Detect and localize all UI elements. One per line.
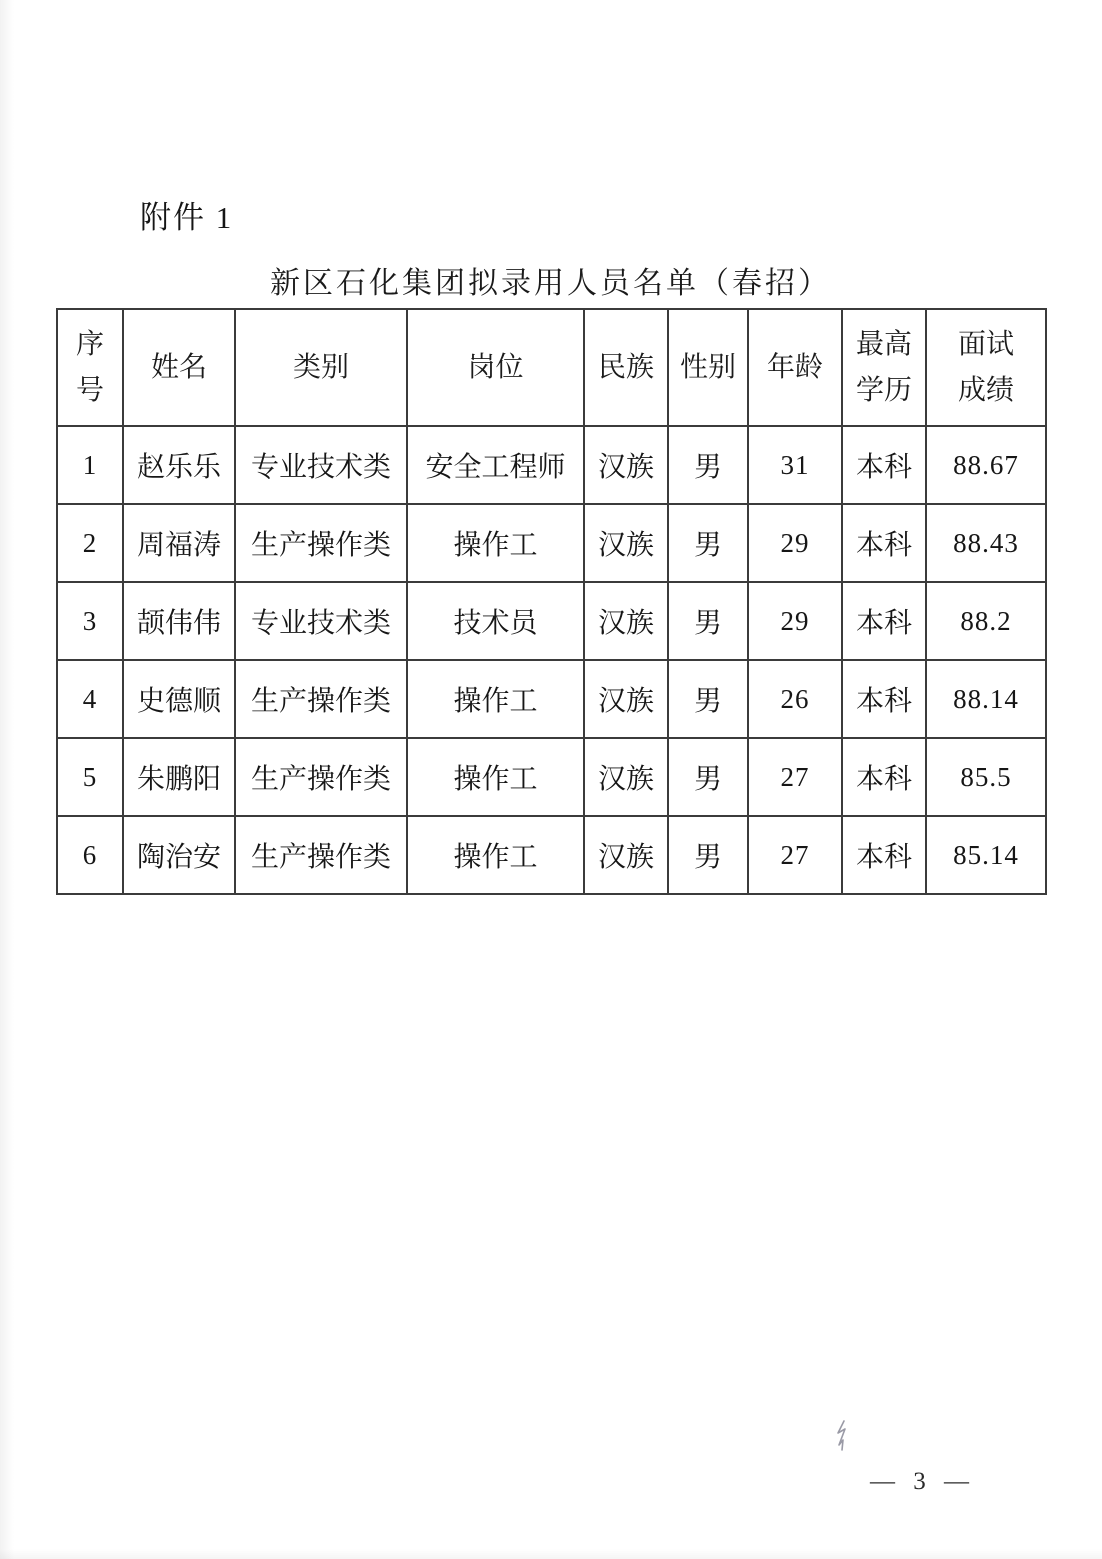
cell-no: 2: [57, 504, 123, 582]
header-score-line1: 面试: [957, 328, 1014, 360]
cell-ethnicity: 汉族: [584, 504, 668, 582]
cell-score: 85.5: [926, 738, 1046, 816]
personnel-table: [56, 308, 1047, 895]
header-age: 年龄: [748, 309, 842, 426]
cell-position: 操作工: [407, 504, 584, 582]
cell-education: 本科: [842, 504, 926, 582]
cell-ethnicity: 汉族: [584, 738, 668, 816]
cell-category: 专业技术类: [235, 582, 407, 660]
header-position: 岗位: [407, 309, 584, 426]
cell-gender: 男: [668, 816, 748, 894]
header-name: 姓名: [123, 309, 235, 426]
cell-age: 29: [748, 582, 842, 660]
cell-category: 生产操作类: [235, 816, 407, 894]
cell-age: 27: [748, 816, 842, 894]
cell-age: 29: [748, 504, 842, 582]
cell-category: 生产操作类: [235, 504, 407, 582]
cell-no: 1: [57, 426, 123, 504]
header-ethnicity: 民族: [584, 309, 668, 426]
pen-mark-artifact: [830, 1418, 856, 1458]
table-row: [57, 816, 1046, 894]
cell-education: 本科: [842, 582, 926, 660]
cell-category: 生产操作类: [235, 660, 407, 738]
table-header-row: [57, 309, 1046, 426]
cell-no: 6: [57, 816, 123, 894]
header-no-line2: 号: [75, 374, 104, 406]
cell-name: 史德顺: [123, 660, 235, 738]
cell-age: 27: [748, 738, 842, 816]
table-row: [57, 660, 1046, 738]
cell-gender: 男: [668, 582, 748, 660]
cell-ethnicity: 汉族: [584, 816, 668, 894]
table-row: [57, 738, 1046, 816]
table-row: [57, 504, 1046, 582]
header-education-line1: 最高: [855, 328, 912, 360]
cell-position: 操作工: [407, 816, 584, 894]
cell-education: 本科: [842, 426, 926, 504]
cell-gender: 男: [668, 660, 748, 738]
table-row: [57, 582, 1046, 660]
cell-score: 88.67: [926, 426, 1046, 504]
cell-category: 专业技术类: [235, 426, 407, 504]
cell-no: 5: [57, 738, 123, 816]
header-score: [926, 309, 1046, 426]
cell-ethnicity: 汉族: [584, 582, 668, 660]
cell-gender: 男: [668, 504, 748, 582]
cell-education: 本科: [842, 738, 926, 816]
header-gender: 性别: [668, 309, 748, 426]
cell-age: 31: [748, 426, 842, 504]
cell-name: 赵乐乐: [123, 426, 235, 504]
cell-gender: 男: [668, 426, 748, 504]
cell-no: 3: [57, 582, 123, 660]
header-category: 类别: [235, 309, 407, 426]
cell-position: 操作工: [407, 738, 584, 816]
header-education: [842, 309, 926, 426]
cell-score: 85.14: [926, 816, 1046, 894]
table-row: [57, 426, 1046, 504]
cell-category: 生产操作类: [235, 738, 407, 816]
header-no: [57, 309, 123, 426]
header-score-line2: 成绩: [957, 374, 1014, 406]
cell-education: 本科: [842, 660, 926, 738]
cell-name: 陶治安: [123, 816, 235, 894]
cell-name: 周福涛: [123, 504, 235, 582]
cell-age: 26: [748, 660, 842, 738]
cell-position: 操作工: [407, 660, 584, 738]
cell-education: 本科: [842, 816, 926, 894]
cell-position: 技术员: [407, 582, 584, 660]
header-education-line2: 学历: [855, 374, 912, 406]
cell-score: 88.2: [926, 582, 1046, 660]
cell-position: 安全工程师: [407, 426, 584, 504]
cell-gender: 男: [668, 738, 748, 816]
cell-name: 朱鹏阳: [123, 738, 235, 816]
cell-name: 颉伟伟: [123, 582, 235, 660]
header-no-line1: 序: [75, 328, 104, 360]
cell-score: 88.14: [926, 660, 1046, 738]
attachment-label: 附件 1: [140, 200, 234, 235]
cell-score: 88.43: [926, 504, 1046, 582]
cell-ethnicity: 汉族: [584, 426, 668, 504]
cell-no: 4: [57, 660, 123, 738]
cell-ethnicity: 汉族: [584, 660, 668, 738]
document-title: 新区石化集团拟录用人员名单（春招）: [270, 267, 831, 300]
page-number: — 3 —: [870, 1468, 975, 1495]
